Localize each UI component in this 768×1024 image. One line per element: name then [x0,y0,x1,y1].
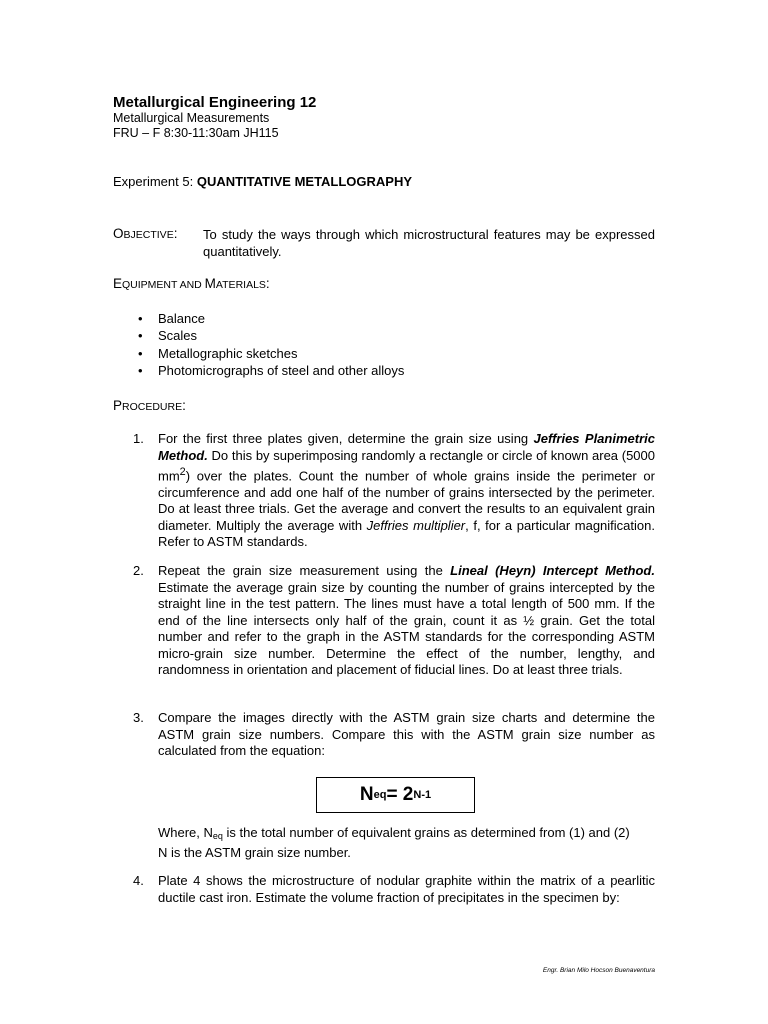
experiment-label: Experiment 5: [113,174,194,189]
material-sketches: Metallographic sketches [158,345,298,361]
course-subtitle: Metallurgical Measurements [113,111,270,125]
procedure-step-3 [133,710,655,770]
step-text-part: Repeat the grain size measurement using the [158,563,451,578]
step-text [158,431,655,551]
step-number: 3. [133,710,144,725]
step-number: 2. [133,563,144,578]
procedure-step-4 [133,873,655,933]
equipment-label-aterials: ATERIALS [215,279,266,291]
equipment-label-m: M [204,276,216,291]
experiment-title: QUANTITATIVE METALLOGRAPHY [196,174,413,189]
bullet-icon: • [138,328,143,344]
experiment-heading [113,174,412,189]
where-line-2: N is the ASTM grain size number. [158,844,351,860]
equipment-label [113,276,270,291]
where-text: Where, N [158,825,213,840]
equation-exponent: N-1 [413,789,432,801]
material-scales: Scales [158,328,198,344]
step-text-part: For the first three plates given, determine the grain size using [158,431,534,446]
bullet-icon: • [138,362,143,378]
method-name-jeffries: Jeffries Planimetric Method. [158,431,655,463]
list-item [138,310,404,327]
procedure-label-colon: : [182,398,186,413]
material-balance: Balance [158,311,205,326]
list-item [138,327,404,344]
procedure-step-2 [133,563,655,683]
equation-box [316,777,475,813]
step-text: Plate 4 shows the microstructure of nodular graphite within the matrix of a pearlitic ductile cast iron. Estimate the volume fraction of precipitates in the specimen by: [158,873,655,905]
objective-label-rest: BJECTIVE [123,229,174,241]
step-text-part: Estimate the average grain size by counting the number of grains intercepted by the straight line in the test pattern. The lines must have a total length of 500 mm. If the end of the line intersects only half of the grain, count it as ½ grain. Get the total number and refer to the graph in the ASTM standards for the corresponding ASTM micro-grain size number. Determine the effect of the number, lengthy, and randomness in orientation and placement of fiducial lines. Do at least three trials. [158,579,655,677]
equipment-label-quipment: QUIPMENT AND [122,279,205,291]
objective-label-initial: O [113,226,124,241]
where-line-1 [158,825,658,845]
step-text: Compare the images directly with the ASTM grain size charts and determine the ASTM grain size numbers. Compare this with the ASTM grain size number as calculated from the equation: [158,710,655,758]
course-schedule: FRU – F 8:30-11:30am JH115 [113,126,279,140]
materials-list [138,310,404,379]
procedure-step-1 [133,431,655,551]
course-subtitle-block [113,111,279,141]
bullet-icon: • [138,311,143,326]
procedure-label-rest: ROCEDURE [122,401,183,413]
step-text-part: , f, for a particular magnification. Refer to ASTM standards. [158,517,655,550]
step-text [158,563,655,679]
where-subscript: eq [212,831,223,841]
list-item [138,362,404,379]
method-name-lineal: Lineal (Heyn) Intercept Method. [450,563,655,578]
equipment-label-colon: : [265,276,270,291]
term-jeffries-multiplier: Jeffries multiplier [366,517,466,533]
material-photomicrographs: Photomicrographs of steel and other alloys [158,362,405,378]
equation-n: N [359,784,374,805]
objective-label [113,226,177,241]
procedure-label [113,398,186,413]
equation-base: = 2 [386,784,414,805]
equation-explanation [158,825,658,861]
course-title: Metallurgical Engineering 12 [113,94,317,111]
objective-text: To study the ways through which microstructural features may be expressed quantitatively. [203,227,655,259]
list-item [138,345,404,362]
bullet-icon: • [138,345,143,361]
step-text-part: Do this by superimposing randomly a rectangle or circle of known area (5000 mm [158,447,655,484]
where-text: is the total number of equivalent grains as determined from (1) and (2) [222,825,630,840]
superscript: 2 [179,466,186,478]
equipment-label-e: E [113,276,123,291]
footer-author: Engr. Brian Milo Hocson Buenaventura [542,967,655,974]
procedure-label-initial: P [113,398,123,413]
equation-subscript: eq [373,789,387,801]
objective-label-colon: : [173,226,178,241]
step-text-part: ) over the plates. Count the number of whole grains inside the perimeter or circumference and add one half of the number of grains intersected by the perimeter. Do at least three trials. Get the average and convert the results to an equivalent grain diameter. Multiply the average with [158,468,655,533]
step-number: 1. [133,431,144,446]
step-number: 4. [133,873,144,888]
